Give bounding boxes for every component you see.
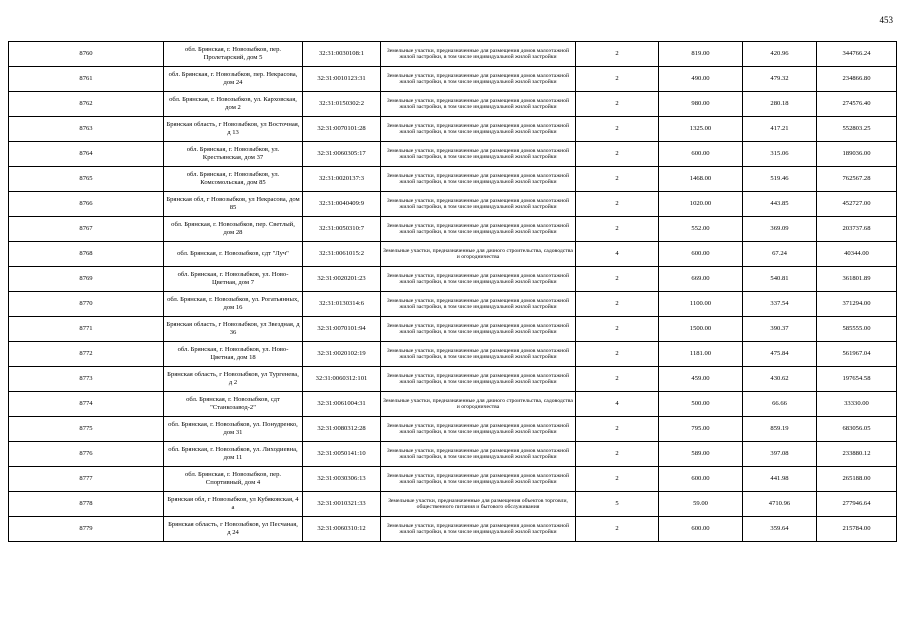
cadastral-number-cell: 32:31:0020102:19 xyxy=(303,342,381,367)
area-cell: 500.00 xyxy=(659,392,743,417)
specific-value-cell: 519.46 xyxy=(743,167,817,192)
address-cell: Брянская область, г Новозыбков, ул Тургенева, д 2 xyxy=(164,367,303,392)
area-cell: 600.00 xyxy=(659,517,743,542)
group-cell: 5 xyxy=(576,492,659,517)
area-cell: 490.00 xyxy=(659,67,743,92)
group-cell: 4 xyxy=(576,392,659,417)
land-use-cell: Земельные участки, предназначенные для размещения домов малоэтажной жилой застройки, в том числе индивидуальной жилой застройки xyxy=(381,267,576,292)
address-cell: обл. Брянская, г. Новозыбков, пер. Спортивный, дом 4 xyxy=(164,467,303,492)
address-cell: обл. Брянская, г. Новозыбков, ул. Ново-Цветная, дом 18 xyxy=(164,342,303,367)
table-row xyxy=(9,167,897,192)
table-row xyxy=(9,217,897,242)
address-cell: обл. Брянская, г. Новозыбков, ул. Комсомольская, дом 85 xyxy=(164,167,303,192)
area-cell: 1500.00 xyxy=(659,317,743,342)
row-number-cell: 8768 xyxy=(9,242,164,267)
land-use-cell: Земельные участки, предназначенные для размещения домов малоэтажной жилой застройки, в том числе индивидуальной жилой застройки xyxy=(381,117,576,142)
cadastral-value-cell: 552803.25 xyxy=(817,117,897,142)
specific-value-cell: 417.21 xyxy=(743,117,817,142)
address-cell: обл. Брянская, г. Новозыбков, пер. Пролетарский, дом 5 xyxy=(164,42,303,67)
cadastral-number-cell: 32:31:0020201:23 xyxy=(303,267,381,292)
table-row xyxy=(9,92,897,117)
row-number-cell: 8777 xyxy=(9,467,164,492)
area-cell: 1020.00 xyxy=(659,192,743,217)
area-cell: 1100.00 xyxy=(659,292,743,317)
table-row xyxy=(9,417,897,442)
row-number-cell: 8775 xyxy=(9,417,164,442)
group-cell: 2 xyxy=(576,367,659,392)
specific-value-cell: 359.64 xyxy=(743,517,817,542)
address-cell: обл. Брянская, г. Новозыбков, ул. Ново-Цветная, дом 7 xyxy=(164,267,303,292)
cadastral-number-cell: 32:31:0060310:12 xyxy=(303,517,381,542)
row-number-cell: 8761 xyxy=(9,67,164,92)
cadastral-value-cell: 361801.89 xyxy=(817,267,897,292)
row-number-cell: 8772 xyxy=(9,342,164,367)
cadastral-number-cell: 32:31:0010321:33 xyxy=(303,492,381,517)
group-cell: 2 xyxy=(576,442,659,467)
specific-value-cell: 397.08 xyxy=(743,442,817,467)
row-number-cell: 8763 xyxy=(9,117,164,142)
group-cell: 2 xyxy=(576,142,659,167)
area-cell: 600.00 xyxy=(659,467,743,492)
row-number-cell: 8770 xyxy=(9,292,164,317)
cadastral-value-cell: 234866.80 xyxy=(817,67,897,92)
cadastral-value-cell: 277946.64 xyxy=(817,492,897,517)
cadastral-value-cell: 265188.00 xyxy=(817,467,897,492)
area-cell: 600.00 xyxy=(659,242,743,267)
cadastral-number-cell: 32:31:0150302:2 xyxy=(303,92,381,117)
group-cell: 2 xyxy=(576,217,659,242)
land-use-cell: Земельные участки, предназначенные для размещения домов малоэтажной жилой застройки, в том числе индивидуальной жилой застройки xyxy=(381,217,576,242)
cadastral-value-cell: 561967.04 xyxy=(817,342,897,367)
cadastral-value-cell: 371294.00 xyxy=(817,292,897,317)
table-row xyxy=(9,492,897,517)
row-number-cell: 8760 xyxy=(9,42,164,67)
cadastral-value-cell: 233880.12 xyxy=(817,442,897,467)
group-cell: 2 xyxy=(576,417,659,442)
table-row xyxy=(9,317,897,342)
row-number-cell: 8769 xyxy=(9,267,164,292)
group-cell: 2 xyxy=(576,467,659,492)
group-cell: 2 xyxy=(576,517,659,542)
land-use-cell: Земельные участки, предназначенные для размещения домов малоэтажной жилой застройки, в том числе индивидуальной жилой застройки xyxy=(381,67,576,92)
table-body xyxy=(9,42,897,542)
cadastral-value-cell: 274576.40 xyxy=(817,92,897,117)
address-cell: обл. Брянская, г. Новозыбков, сдт "Станкозавод-2" xyxy=(164,392,303,417)
row-number-cell: 8771 xyxy=(9,317,164,342)
specific-value-cell: 315.06 xyxy=(743,142,817,167)
area-cell: 59.00 xyxy=(659,492,743,517)
cadastral-number-cell: 32:31:0030108:1 xyxy=(303,42,381,67)
area-cell: 819.00 xyxy=(659,42,743,67)
table-row xyxy=(9,292,897,317)
table-row xyxy=(9,117,897,142)
group-cell: 2 xyxy=(576,192,659,217)
group-cell: 2 xyxy=(576,292,659,317)
area-cell: 669.00 xyxy=(659,267,743,292)
cadastral-value-table xyxy=(8,41,897,542)
address-cell: обл. Брянская, г. Новозыбков, пер. Светлый, дом 28 xyxy=(164,217,303,242)
cadastral-number-cell: 32:31:0070101:94 xyxy=(303,317,381,342)
address-cell: Брянская обл, г Новозыбков, ул Некрасова, дом 85 xyxy=(164,192,303,217)
specific-value-cell: 280.18 xyxy=(743,92,817,117)
cadastral-number-cell: 32:31:0061015:2 xyxy=(303,242,381,267)
land-use-cell: Земельные участки, предназначенные для размещения домов малоэтажной жилой застройки, в том числе индивидуальной жилой застройки xyxy=(381,442,576,467)
group-cell: 2 xyxy=(576,342,659,367)
land-use-cell: Земельные участки, предназначенные для дачного строительства, садоводства и огородничества xyxy=(381,392,576,417)
cadastral-value-cell: 762567.28 xyxy=(817,167,897,192)
group-cell: 2 xyxy=(576,117,659,142)
group-cell: 2 xyxy=(576,267,659,292)
row-number-cell: 8762 xyxy=(9,92,164,117)
group-cell: 2 xyxy=(576,92,659,117)
specific-value-cell: 443.85 xyxy=(743,192,817,217)
cadastral-number-cell: 32:31:0060305:17 xyxy=(303,142,381,167)
address-cell: обл. Брянская, г. Новозыбков, ул. Крестьянская, дом 37 xyxy=(164,142,303,167)
table-row xyxy=(9,42,897,67)
land-use-cell: Земельные участки, предназначенные для размещения домов малоэтажной жилой застройки, в том числе индивидуальной жилой застройки xyxy=(381,467,576,492)
table-row xyxy=(9,392,897,417)
row-number-cell: 8776 xyxy=(9,442,164,467)
specific-value-cell: 430.62 xyxy=(743,367,817,392)
land-use-cell: Земельные участки, предназначенные для размещения домов малоэтажной жилой застройки, в том числе индивидуальной жилой застройки xyxy=(381,517,576,542)
cadastral-value-cell: 585555.00 xyxy=(817,317,897,342)
address-cell: обл. Брянская, г. Новозыбков, ул. Карховская, дом 2 xyxy=(164,92,303,117)
group-cell: 2 xyxy=(576,167,659,192)
area-cell: 1325.00 xyxy=(659,117,743,142)
cadastral-number-cell: 32:31:0040409:9 xyxy=(303,192,381,217)
cadastral-value-cell: 215784.00 xyxy=(817,517,897,542)
address-cell: Брянская область, г Новозыбков, ул Песчаная, д 24 xyxy=(164,517,303,542)
row-number-cell: 8767 xyxy=(9,217,164,242)
address-cell: Брянская обл, г Новозыбков, ул Кубяковская, 4 а xyxy=(164,492,303,517)
row-number-cell: 8764 xyxy=(9,142,164,167)
specific-value-cell: 390.37 xyxy=(743,317,817,342)
specific-value-cell: 859.19 xyxy=(743,417,817,442)
land-use-cell: Земельные участки, предназначенные для размещения домов малоэтажной жилой застройки, в том числе индивидуальной жилой застройки xyxy=(381,417,576,442)
group-cell: 2 xyxy=(576,42,659,67)
group-cell: 2 xyxy=(576,317,659,342)
cadastral-value-cell: 189036.00 xyxy=(817,142,897,167)
address-cell: обл. Брянская, г. Новозыбков, ул. Рогатьянных, дом 16 xyxy=(164,292,303,317)
land-use-cell: Земельные участки, предназначенные для размещения домов малоэтажной жилой застройки, в том числе индивидуальной жилой застройки xyxy=(381,142,576,167)
land-use-cell: Земельные участки, предназначенные для размещения домов малоэтажной жилой застройки, в том числе индивидуальной жилой застройки xyxy=(381,167,576,192)
table-row xyxy=(9,192,897,217)
area-cell: 1181.00 xyxy=(659,342,743,367)
specific-value-cell: 67.24 xyxy=(743,242,817,267)
address-cell: обл. Брянская, г. Новозыбков, ул. Понудренко, дом 31 xyxy=(164,417,303,442)
specific-value-cell: 4710.96 xyxy=(743,492,817,517)
specific-value-cell: 479.32 xyxy=(743,67,817,92)
specific-value-cell: 540.81 xyxy=(743,267,817,292)
specific-value-cell: 420.96 xyxy=(743,42,817,67)
row-number-cell: 8766 xyxy=(9,192,164,217)
land-use-cell: Земельные участки, предназначенные для размещения домов малоэтажной жилой застройки, в том числе индивидуальной жилой застройки xyxy=(381,192,576,217)
cadastral-number-cell: 32:31:0010123:31 xyxy=(303,67,381,92)
specific-value-cell: 66.66 xyxy=(743,392,817,417)
area-cell: 552.00 xyxy=(659,217,743,242)
group-cell: 2 xyxy=(576,67,659,92)
row-number-cell: 8779 xyxy=(9,517,164,542)
area-cell: 589.00 xyxy=(659,442,743,467)
row-number-cell: 8765 xyxy=(9,167,164,192)
address-cell: обл. Брянская, г. Новозыбков, ул. Лиходиевна, дом 11 xyxy=(164,442,303,467)
land-use-cell: Земельные участки, предназначенные для размещения домов малоэтажной жилой застройки, в том числе индивидуальной жилой застройки xyxy=(381,342,576,367)
area-cell: 459.00 xyxy=(659,367,743,392)
cadastral-value-cell: 40344.00 xyxy=(817,242,897,267)
table-row xyxy=(9,242,897,267)
address-cell: обл. Брянская, г. Новозыбков, сдт "Луч" xyxy=(164,242,303,267)
area-cell: 980.00 xyxy=(659,92,743,117)
area-cell: 600.00 xyxy=(659,142,743,167)
cadastral-number-cell: 32:31:0080312:28 xyxy=(303,417,381,442)
cadastral-value-cell: 197654.58 xyxy=(817,367,897,392)
table-row xyxy=(9,67,897,92)
table-row xyxy=(9,142,897,167)
table-row xyxy=(9,442,897,467)
land-use-cell: Земельные участки, предназначенные для размещения домов малоэтажной жилой застройки, в том числе индивидуальной жилой застройки xyxy=(381,317,576,342)
area-cell: 795.00 xyxy=(659,417,743,442)
cadastral-value-cell: 344766.24 xyxy=(817,42,897,67)
cadastral-number-cell: 32:31:0061004:31 xyxy=(303,392,381,417)
cadastral-number-cell: 32:31:0130314:6 xyxy=(303,292,381,317)
land-use-cell: Земельные участки, предназначенные для дачного строительства, садоводства и огородничества xyxy=(381,242,576,267)
table-row xyxy=(9,517,897,542)
land-use-cell: Земельные участки, предназначенные для размещения объектов торговли, общественного питания и бытового обслуживания xyxy=(381,492,576,517)
cadastral-number-cell: 32:31:0060312:101 xyxy=(303,367,381,392)
row-number-cell: 8774 xyxy=(9,392,164,417)
cadastral-number-cell: 32:31:0070101:28 xyxy=(303,117,381,142)
land-use-cell: Земельные участки, предназначенные для размещения домов малоэтажной жилой застройки, в том числе индивидуальной жилой застройки xyxy=(381,367,576,392)
address-cell: Брянская область, г Новозыбков, ул Звездная, д 36 xyxy=(164,317,303,342)
cadastral-value-cell: 33330.00 xyxy=(817,392,897,417)
table-row xyxy=(9,267,897,292)
cadastral-number-cell: 32:31:0050141:10 xyxy=(303,442,381,467)
address-cell: обл. Брянская, г. Новозыбков, пер. Некрасова, дом 24 xyxy=(164,67,303,92)
row-number-cell: 8778 xyxy=(9,492,164,517)
cadastral-value-cell: 203737.68 xyxy=(817,217,897,242)
specific-value-cell: 337.54 xyxy=(743,292,817,317)
area-cell: 1468.00 xyxy=(659,167,743,192)
address-cell: Брянская область, г Новозыбков, ул Восточная, д 13 xyxy=(164,117,303,142)
cadastral-value-cell: 683056.05 xyxy=(817,417,897,442)
cadastral-value-cell: 452727.00 xyxy=(817,192,897,217)
specific-value-cell: 441.98 xyxy=(743,467,817,492)
specific-value-cell: 369.09 xyxy=(743,217,817,242)
cadastral-number-cell: 32:31:0050310:7 xyxy=(303,217,381,242)
cadastral-number-cell: 32:31:0020137:3 xyxy=(303,167,381,192)
group-cell: 4 xyxy=(576,242,659,267)
specific-value-cell: 475.84 xyxy=(743,342,817,367)
page-number: 453 xyxy=(879,15,893,25)
table-row xyxy=(9,342,897,367)
table-row xyxy=(9,467,897,492)
table-row xyxy=(9,367,897,392)
row-number-cell: 8773 xyxy=(9,367,164,392)
land-use-cell: Земельные участки, предназначенные для размещения домов малоэтажной жилой застройки, в том числе индивидуальной жилой застройки xyxy=(381,42,576,67)
cadastral-number-cell: 32:31:0030306:13 xyxy=(303,467,381,492)
land-use-cell: Земельные участки, предназначенные для размещения домов малоэтажной жилой застройки, в том числе индивидуальной жилой застройки xyxy=(381,92,576,117)
land-use-cell: Земельные участки, предназначенные для размещения домов малоэтажной жилой застройки, в том числе индивидуальной жилой застройки xyxy=(381,292,576,317)
